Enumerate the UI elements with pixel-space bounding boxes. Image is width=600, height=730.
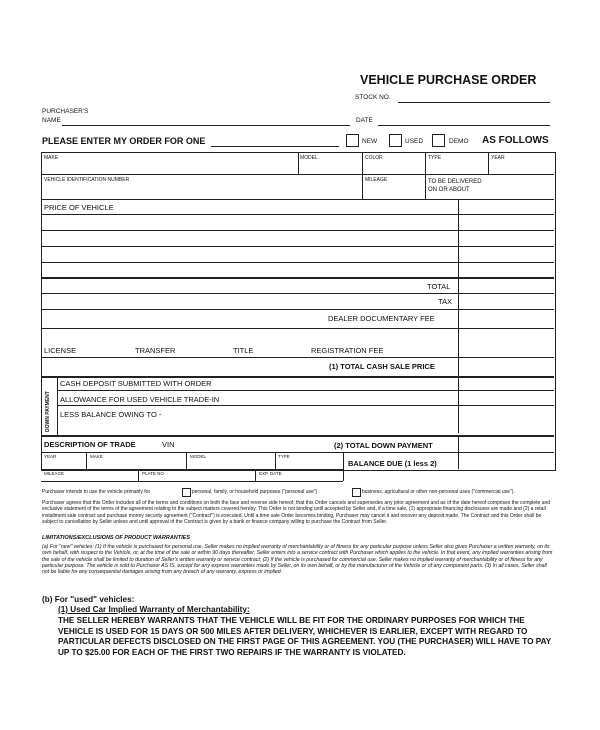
personal-use-label: personal, family, or household purposes ("personal use") [192,489,318,495]
commercial-use-label: business, agricultural or other non-personal uses ("commercial use"). [362,489,515,495]
doc-fee-label: DEALER DOCUMENTARY FEE [328,314,435,323]
trade-type-label: TYPE [278,454,290,459]
vin-label: VEHICLE IDENTIFICATION NUMBER [44,177,130,183]
price-of-vehicle-label: PRICE OF VEHICLE [44,203,114,212]
used-heading: (b) For "used" vehicles: [42,595,135,604]
date-label: DATE [356,117,373,124]
year-label: YEAR [491,155,505,161]
total-cash-label: (1) TOTAL CASH SALE PRICE [329,362,435,371]
delivered-label-2: ON OR ABOUT [428,187,470,193]
tax-label: TAX [438,297,453,306]
order-line-label: PLEASE ENTER MY ORDER FOR ONE [42,136,206,146]
stock-no-field[interactable] [398,102,550,103]
type-label: TYPE [428,155,442,161]
used-checkbox[interactable] [389,134,402,147]
limitations-paragraph: (a) For "new" vehicles: (1) If the vehicle is purchased for personal use, Seller makes no implied warranty of merchantability or of fitness for any particular purpose unless Seller also gives Purchaser a written warranty, on its own behalf, with respect to the Vehicle, or, at the time of the sale or within 90 days thereafter, Seller enters into a service contract with Purchaser which applies to the vehicle. In that event, any implied warranties arising from the sale of the vehicle shall be limited to duration of Seller's written warranty or service contract; (2) If the vehicle is purchased for commercial use, Seller makes no implied warranty of merchantability or of fitness for any particular purpose. The vehicle is sold to Purchaser AS IS, except for any express warranties made by Seller, on its own behalf, or by the manufacturer of the Vehicle or of any component parts. (3) In all cases, Seller shall not be liable for any consequential damages arising from any breach of any warranty, express or implied. [42,544,553,576]
trade-model-label: MODEL [190,454,207,459]
used-warranty-text: THE SELLER HEREBY WARRANTS THAT THE VEHICLE WILL BE FIT FOR THE ORDINARY PURPOSES FOR WHICH THE VEHICLE IS USED FOR 15 DAYS OR 500 MILES AFTER DELIVERY, WHICHEVER IS EARLIER, EXCEPT WITH REGARD TO PARTICULAR DEFECTS DISCLOSED ON THE FIRST PAGE OF THIS AGREEMENT. YOU (THE PURCHASER) WILL HAVE TO PAY UP TO $25.00 FOR EACH OF THE FIRST TWO REPAIRS IF THE WARRANTY IS VIOLATED. [58,616,552,657]
purchaser-label-1: PURCHASER'S [42,108,89,115]
date-field[interactable] [378,125,550,126]
agreement-paragraph: Purchaser agrees that this Order includes all of the terms and conditions on both the face and reverse side hereof, that this Order cancels and supersedes any prior agreement and as of the date hereof comprises the complete and exclusive statement of the terms of the agreement relating to the subject matters covered hereby. This Order is not binding until accepted by Seller and, if a time sale, (1) appropriate financing disclosures are made and (2) a retail installment sale contract and purchase money security agreement ("Contract") is executed. Until a time sale Order becomes binding, Purchaser may cancel it and recover any deposit made. The Contract and this Order shall be subject to cancellation by Seller unless and until approval of the Contract is given by a bank or finance company willing to purchase the Contract from Seller. [42,500,551,525]
personal-use-checkbox[interactable] [182,488,191,497]
trade-mileage-label: MILEAGE [44,471,65,476]
used-sub-heading: (1) Used Car Implied Warranty of Merchantability: [58,605,250,614]
stock-no-label: STOCK NO. [355,94,391,101]
trade-vin-label: VIN [162,440,175,449]
delivered-label-1: TO BE DELIVERED [428,179,482,185]
color-label: COLOR [365,155,383,161]
less-balance-label: LESS BALANCE OWING TO - [60,410,162,419]
description-of-trade-label: DESCRIPTION OF TRADE [44,440,136,449]
mileage-label: MILEAGE [365,177,388,183]
balance-due-label: BALANCE DUE (1 less 2) [348,459,437,468]
down-payment-side-label: DOWN PAYMENT [45,391,51,432]
trade-exp-date-label: EXP. DATE [259,471,282,476]
demo-checkbox[interactable] [432,134,445,147]
transfer-label: TRANSFER [135,346,176,355]
total-down-label: (2) TOTAL DOWN PAYMENT [334,441,433,450]
new-checkbox[interactable] [346,134,359,147]
demo-label: DEMO [449,138,469,145]
new-label: NEW [362,138,378,145]
page-title: VEHICLE PURCHASE ORDER [360,73,537,87]
cash-deposit-label: CASH DEPOSIT SUBMITTED WITH ORDER [60,379,212,388]
total-label: TOTAL [427,282,451,291]
trade-plate-label: PLATE NO. [142,471,166,476]
license-label: LICENSE [44,346,77,355]
trade-year-label: YEAR [44,454,57,459]
order-quantity-field[interactable] [211,146,339,147]
title-label: TITLE [233,346,254,355]
limitations-heading: LIMITATIONS/EXCLUSIONS OF PRODUCT WARRANTIES [42,535,190,541]
as-follows-label: AS FOLLOWS [482,135,549,146]
trade-make-label: MAKE [90,454,103,459]
commercial-use-checkbox[interactable] [352,488,361,497]
purchaser-label-2: NAME [42,117,61,124]
make-label: MAKE [44,155,59,161]
allowance-label: ALLOWANCE FOR USED VEHICLE TRADE-IN [60,395,220,404]
registration-fee-label: REGISTRATION FEE [311,346,384,355]
purchaser-name-field[interactable] [62,125,350,126]
model-label: MODEL [300,155,318,161]
page-fade [40,664,560,674]
used-label: USED [405,138,424,145]
use-intro-text: Purchaser intends to use the vehicle primarily for [42,489,151,495]
